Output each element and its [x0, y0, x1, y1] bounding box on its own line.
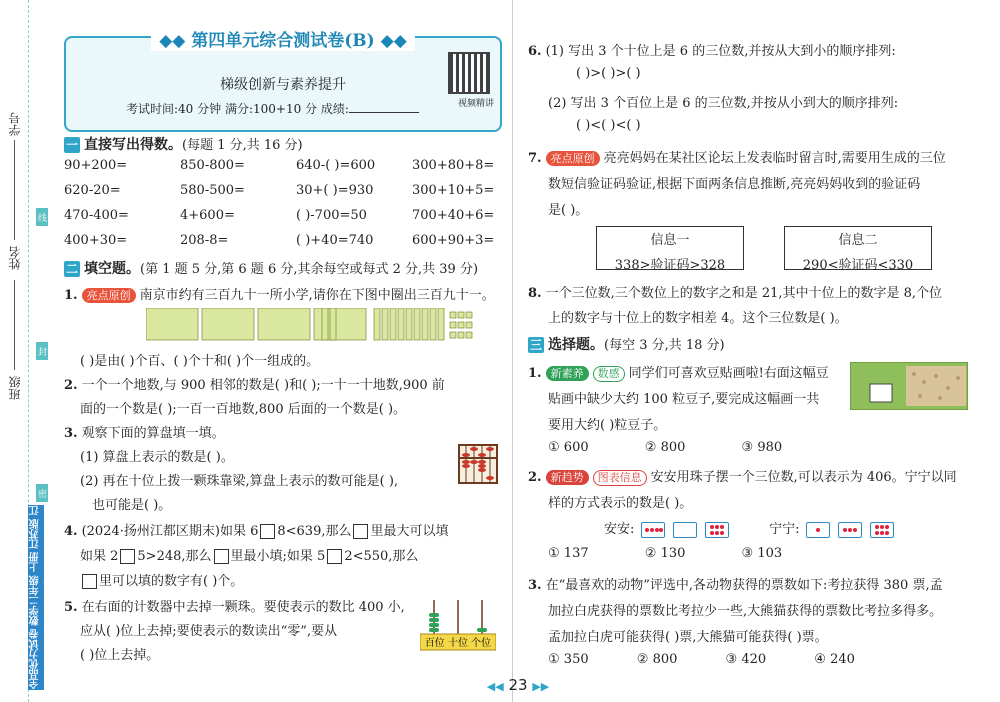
question-2-2-cont: 面的一个数是( );一百一百地数,800 后面的一个数是( )。: [80, 402, 407, 417]
section-3-heading: 三 选择题。(每空 3 分,共 18 分): [529, 337, 725, 353]
choice-1: 1. 新素养 数感 同学们可喜欢豆贴画啦!右面这幅豆: [528, 366, 829, 381]
student-id-label: 学号: [8, 112, 22, 136]
option-a[interactable]: ① 600: [548, 440, 589, 455]
question-2-1: 1. 亮点原创 南京市约有三百九十一所小学,请你在下图中圈出三百九十一。: [64, 288, 495, 303]
next-arrow-icon: ▶▶: [532, 680, 550, 693]
page-title: ◆◆ 第四单元综合测试卷(B) ◆◆: [66, 26, 500, 51]
question-2-5-cont2: ( )位上去掉。: [80, 648, 160, 663]
question-2-4-cont: 如果 2 5>248,那么 里最小填;如果 5 2<550,那么: [80, 549, 419, 564]
choice-3-cont2: 孟加拉白虎可能获得( )票,大熊猫可能获得( )票。: [548, 630, 828, 645]
name-label: 姓名: [8, 246, 22, 270]
question-2-3-1: (1) 算盘上表示的数是( )。: [80, 450, 234, 465]
qr-code-icon[interactable]: [448, 52, 490, 94]
question-2-7: 7. 亮点原创 亮亮妈妈在某社区论坛上发表临时留言时,需要用生成的三位: [528, 151, 946, 166]
choice-3-options: [548, 652, 855, 667]
bead-card-6: [705, 522, 729, 538]
question-2-2: 2. 一个一个地数,与 900 相邻的数是( )和( );一十一十地数,900 前: [64, 378, 445, 393]
question-2-3: 3. 观察下面的算盘填一填。: [64, 426, 225, 441]
choice-3: 3. 在“最喜欢的动物”评选中,各动物获得的票数如下:考拉获得 380 票,孟: [528, 578, 943, 593]
sealed-mark-line: 线: [36, 208, 48, 226]
choice-1-cont: 贴画中缺少大约 100 粒豆子,要完成这幅画一共: [548, 392, 820, 407]
choice-1-options: [548, 440, 834, 455]
info-box-1: 信息一 338>验证码>328: [596, 226, 744, 270]
page-number: ◀◀ 23 ▶▶: [486, 676, 550, 694]
option-b[interactable]: ② 130: [644, 546, 686, 561]
counter-labels: 百位 十位 个位: [424, 638, 492, 649]
question-2-6: 6. (1) 写出 3 个十位上是 6 的三位数,并按从大到小的顺序排列:: [528, 44, 896, 59]
bead-card-0: [673, 522, 697, 538]
brand-badge: 全品优力试卷 数学二年级 上册 江苏版 江苏专版: [30, 505, 56, 690]
option-a[interactable]: ① 350: [548, 652, 589, 667]
choice-2-cont: 样的方式表示的数是( )。: [548, 496, 693, 511]
sealed-mark-close: 密: [36, 484, 48, 502]
bead-card-6b: [870, 522, 894, 538]
bead-card-4: [641, 522, 665, 538]
option-b[interactable]: ② 800: [636, 652, 678, 667]
binding-margin: [0, 0, 58, 702]
question-2-6-2-blanks: ( )<( )<( ): [576, 118, 641, 133]
abacus-image: [458, 444, 498, 484]
option-c[interactable]: ③ 103: [741, 546, 783, 561]
question-2-4-cont2: 里可以填的数字有( )个。: [80, 570, 243, 589]
option-d[interactable]: ④ 240: [814, 652, 855, 667]
question-2-7-cont2: 是( )。: [548, 203, 589, 218]
section-1-heading: 一 直接写出得数。(每题 1 分,共 16 分): [65, 137, 303, 153]
question-2-5-cont: 应从( )位上去掉;要使表示的数读出“零”,要从: [80, 624, 338, 639]
question-2-7-cont: 数短信验证码验证,根据下面两条信息推断,亮亮妈妈收到的验证码: [548, 177, 921, 192]
class-label: 班级: [8, 376, 22, 400]
test-header: [64, 31, 502, 132]
question-2-1-answer: ( )是由( )个百、( )个十和( )个一组成的。: [80, 354, 320, 369]
bean-mosaic-image: [850, 362, 968, 410]
choice-3-cont: 加拉白虎获得的票数比考拉少一些,大熊猫获得的票数比考拉多得多。: [548, 604, 943, 619]
calc-row: 400+30= 208-8= ( )+40=740 600+90+3=: [64, 233, 495, 248]
option-b[interactable]: ② 800: [644, 440, 686, 455]
info-box-2: 信息二 290<验证码<330: [784, 226, 932, 270]
question-2-3-2-cont: 也可能是( )。: [92, 498, 172, 513]
calc-row: 90+200= 850-800= 640-( )=600 300+80+8=: [64, 158, 495, 173]
option-c[interactable]: ③ 980: [741, 440, 783, 455]
question-2-4: 4. (2024·扬州江都区期末)如果 6 8<639,那么 里最大可以填: [64, 524, 449, 539]
option-c[interactable]: ③ 420: [725, 652, 767, 667]
qr-caption: 视频精讲: [457, 99, 494, 109]
calc-row: 620-20= 580-500= 30+( )=930 300+10+5=: [64, 183, 495, 198]
exam-info: 考试时间:40 分钟 满分:100+10 分 成绩:: [126, 100, 419, 117]
place-value-counter: [420, 598, 496, 652]
question-2-6-2: (2) 写出 3 个百位上是 6 的三位数,并按从小到大的顺序排列:: [548, 96, 899, 111]
prev-arrow-icon: ◀◀: [486, 680, 504, 693]
question-2-6-1-blanks: ( )>( )>( ): [576, 66, 641, 81]
calc-row: 470-400= 4+600= ( )-700=50 700+40+6=: [64, 208, 495, 223]
base-ten-blocks: [146, 308, 506, 344]
choice-1-cont2: 要用大约( )粒豆子。: [548, 418, 667, 433]
section-2-heading: 二 填空题。(第 1 题 5 分,第 6 题 6 分,其余每空或每式 2 分,共 39 分): [65, 261, 479, 277]
bead-cards: 安安: 宁宁:: [604, 518, 896, 538]
question-2-5: 5. 在右面的计数器中去掉一颗珠。要使表示的数比 400 小,: [64, 600, 405, 615]
choice-2: 2. 新趋势 图表信息 安安用珠子摆一个三位数,可以表示为 406。宁宁以同: [528, 470, 957, 485]
choice-2-options: [548, 546, 834, 561]
page-divider: [512, 0, 513, 702]
question-2-8-cont: 上的数字与十位上的数字相差 4。这个三位数是( )。: [548, 311, 848, 326]
student-id-line: [14, 140, 15, 240]
question-2-8: 8. 一个三位数,三个数位上的数字之和是 21,其中十位上的数字是 8,个位: [528, 286, 943, 301]
name-line: [14, 280, 15, 370]
option-a[interactable]: ① 137: [548, 546, 589, 561]
question-2-3-2: (2) 再在十位上拨一颗珠靠梁,算盘上表示的数可能是( ),: [80, 474, 399, 489]
bead-card-1: [806, 522, 830, 538]
page-subtitle: 梯级创新与素养提升: [220, 77, 346, 93]
sealed-mark-seal: 封: [36, 342, 48, 360]
bead-card-3: [838, 522, 862, 538]
